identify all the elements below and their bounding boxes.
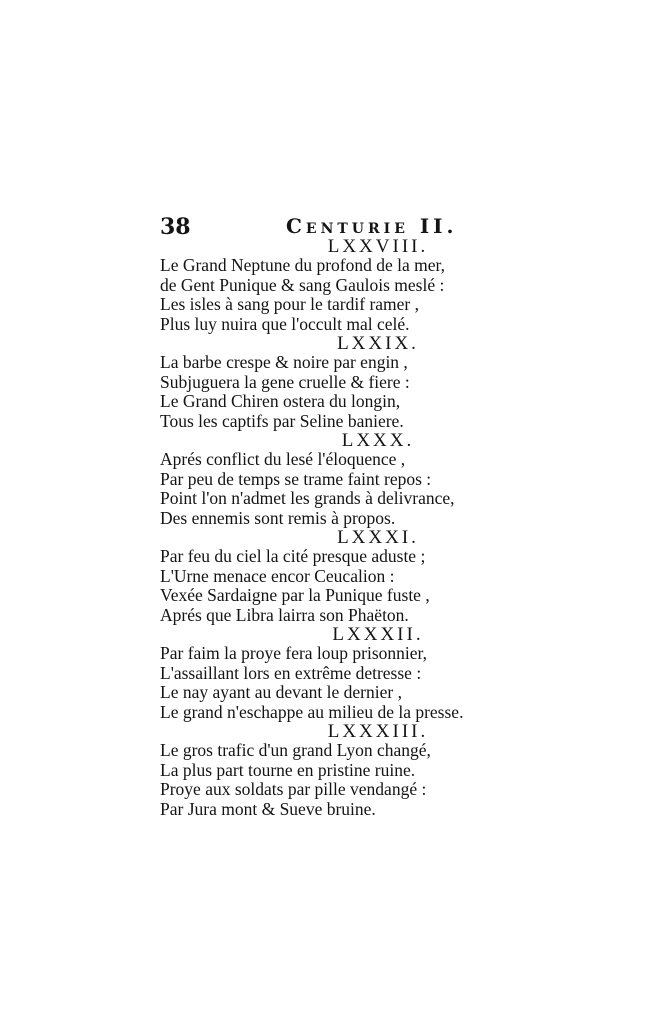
verse-line: Le Grand Chiren ostera du longin, xyxy=(160,391,401,411)
verse-line: Subjuguera la gene cruelle & fiere : xyxy=(160,371,410,392)
page-number: 38 xyxy=(160,214,191,240)
quatrain xyxy=(160,431,500,528)
verse-line: La plus part tourne en pristine ruine. xyxy=(160,759,416,780)
verse-line: Le gros trafic d'un grand Lyon changé, xyxy=(160,740,431,760)
quatrains-block xyxy=(160,237,500,819)
quatrain xyxy=(160,237,500,334)
quatrain xyxy=(160,528,500,625)
verse-line: Aprés conflict du lesé l'éloquence , xyxy=(160,449,406,469)
quatrain-number: LXXIX. xyxy=(337,333,419,354)
verse-line: Le grand n'eschappe au milieu de la presse. xyxy=(160,701,464,722)
quatrain-number: LXXXIII. xyxy=(327,721,429,742)
verse-line: Aprés que Libra lairra son Phaëton. xyxy=(160,604,409,625)
verse-line: La barbe crespe & noire par engin , xyxy=(160,352,408,372)
verse-line: Les isles à sang pour le tardif ramer , xyxy=(160,294,420,314)
verse-line: Par peu de temps se trame faint repos : xyxy=(160,468,432,489)
verse-line: L'Urne menace encor Ceucalion : xyxy=(160,565,395,586)
verse-line: L'assaillant lors en extrême detresse : xyxy=(160,662,422,683)
verse-line: Tous les captifs par Seline baniere. xyxy=(160,410,404,431)
verse-line: Par faim la proye fera loup prisonnier, xyxy=(160,643,428,663)
quatrain-number: LXXXI. xyxy=(337,527,419,548)
verse-line: Le Grand Neptune du profond de la mer, xyxy=(160,255,446,275)
verse-line: de Gent Punique & sang Gaulois meslé : xyxy=(160,274,445,295)
running-title: Centurie II. xyxy=(286,214,458,238)
verse-line: Point l'on n'admet les grands à delivrance, xyxy=(160,488,455,508)
verse-line: Le nay ayant au devant le dernier , xyxy=(160,682,402,702)
verse-line: Vexée Sardaigne par la Punique fuste , xyxy=(160,585,430,605)
quatrain-number: LXXX. xyxy=(341,430,415,451)
verse-line: Proye aux soldats par pille vendangé : xyxy=(160,779,427,799)
quatrain-number: LXXVIII. xyxy=(327,236,429,257)
verse-line: Par feu du ciel la cité presque aduste ; xyxy=(160,546,426,566)
verse-line: Par Jura mont & Sueve bruine. xyxy=(160,798,376,819)
quatrain-number: LXXXII. xyxy=(332,624,424,645)
verse-line: Plus luy nuira que l'occult mal celé. xyxy=(160,313,410,334)
verse-line: Des ennemis sont remis à propos. xyxy=(160,507,396,528)
quatrain xyxy=(160,722,500,819)
quatrain xyxy=(160,334,500,431)
quatrain xyxy=(160,625,500,722)
